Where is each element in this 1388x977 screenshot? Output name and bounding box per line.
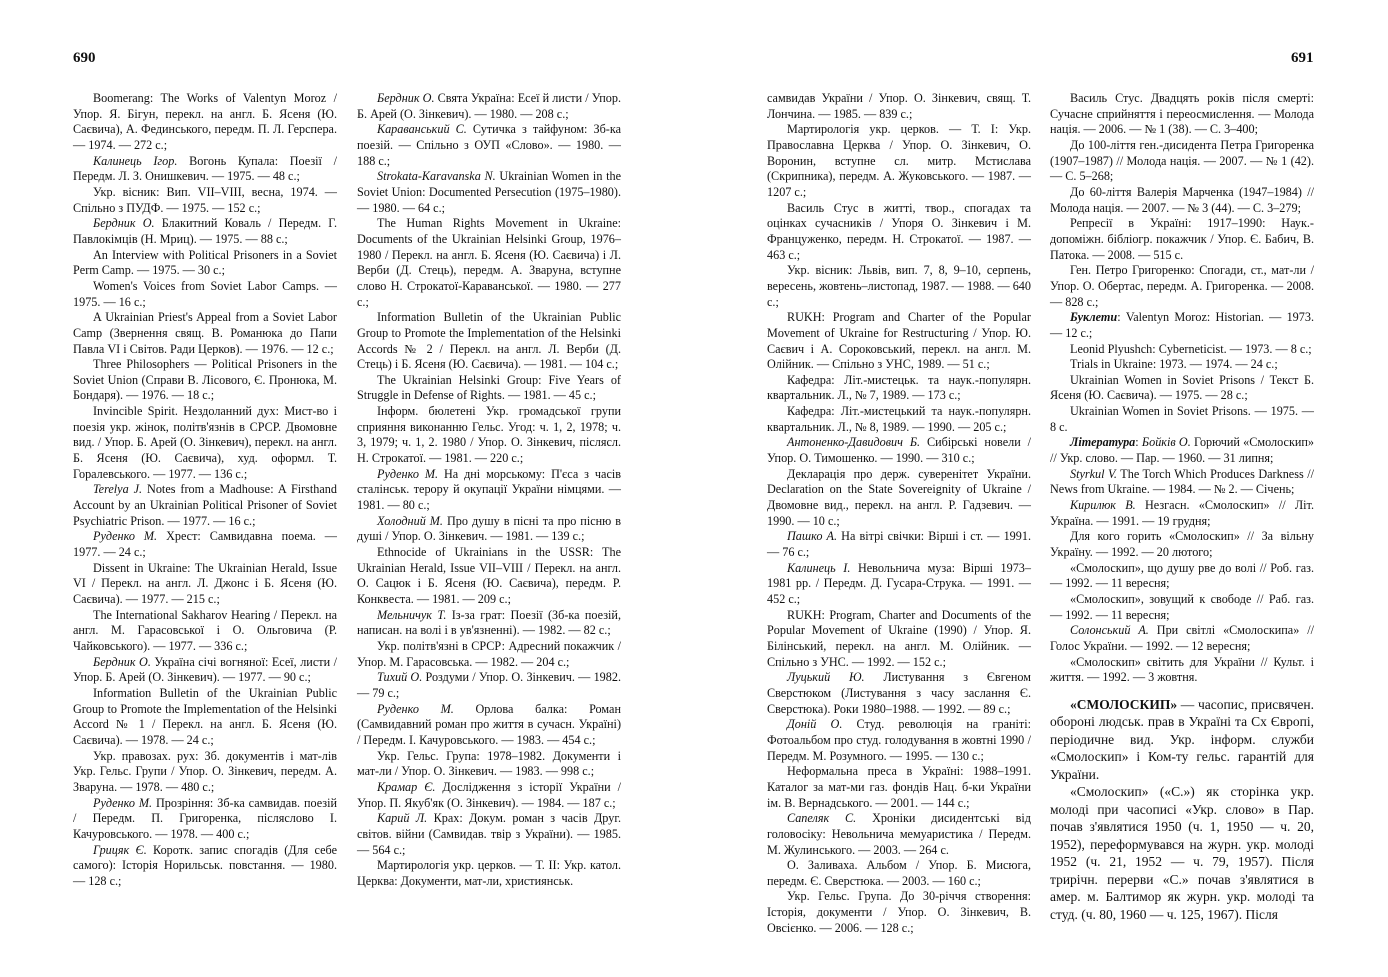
item-text: Прозріння: Зб-ка самвидав. поезій / Передм. П. Григоренка, післяслово І. Качуровського. — 1978. — 400 с.; <box>73 795 337 841</box>
item-text: Інформ. бюлетені Укр. громадської групи сприяння виконанню Гельс. Угод: ч. 1, 2, 1978; ч. 3, 1979; ч. 1, 2. 1980 / Упор. О. Зінкевич, післясл. Н. Строкатої. — 1981. — 220 с.; <box>357 404 621 466</box>
section-label: Література <box>1070 435 1136 450</box>
item-text: The Human Rights Movement in Ukraine: Documents of the Ukrainian Helsinki Group, 1976–1980 / Перекл. на англ. Б. Ясеня (Ю. Саєвича) і Л. Верби (Д. Стець), передм. А. Зваруна, вступне слово Н. Строкатої-Караванської. — 1980. — 277 с.; <box>357 216 621 309</box>
item-text: Ukrainian Women in Soviet Prisons. — 1975. — 8 с. <box>1050 404 1314 434</box>
bibliography-item <box>73 404 337 482</box>
bibliography-item <box>1050 592 1314 623</box>
author-name: Калинець Ігор. <box>93 153 178 168</box>
bibliography-item <box>1050 404 1314 435</box>
item-text: Блакитний Коваль / Передм. Г. Павлокімців (Н. Мриц). — 1975. — 88 с.; <box>73 216 337 246</box>
entry-paragraph: «Смолоскип» («С.») як сторінка укр. молоді при часописі «Укр. слово» в Пар. почав з'являтися 1950 (ч. 1, 1950 — ч. 20, 1952), переформувався на журн. укр. молоді 1952 (ч. 21, 1952 — ч. 79, 1957). Після трирічн. перерви «С.» почав з'являтися в амер. м. Балтимор як журн. укр. молоді та студ. (ч. 80, 1960 — ч. 125, 1967). Після <box>1050 784 1314 922</box>
bibliography-item <box>357 858 621 889</box>
bibliography-item <box>767 764 1031 811</box>
bibliography-item <box>1050 342 1314 358</box>
bibliography-item <box>767 670 1031 717</box>
bibliography-item <box>357 811 621 858</box>
author-name: Strokata-Karavanska N. <box>377 169 496 184</box>
item-text: самвидав України / Упор. О. Зінкевич, свящ. Т. Лончина. — 1985. — 839 с.; <box>767 91 1031 121</box>
section-label: Буклети <box>1070 310 1118 325</box>
item-text: : <box>1135 435 1142 450</box>
bibliography-item <box>73 749 337 796</box>
item-text: Незгасн. «Смолоскип» // Літ. Україна. — 1991. — 19 грудня; <box>1050 498 1314 528</box>
bibliography-item <box>1050 561 1314 592</box>
bibliography-item <box>767 717 1031 764</box>
item-text: Мартирологія укр. церков. — Т. II: Укр. катол. Церква: Документи, мат-ли, християнськ. <box>357 858 621 888</box>
bibliography-item <box>73 154 337 185</box>
author-name: Тихий О. <box>377 670 423 685</box>
item-text: Сибірські новели / Упор. О. Тимошенко. — 1990. — 310 с.; <box>767 435 1031 466</box>
item-text: Boomerang: The Works of Valentyn Moroz / Упор. Я. Бігун, перекл. на англ. Б. Ясеня (Ю. Саєвича), А. Фединського, передм. П. Л. Герспера. — 1974. — 272 с.; <box>73 91 337 152</box>
item-text: : Valentyn Moroz: Historian. — 1973. — 12 с.; <box>1050 310 1314 340</box>
item-text: Україна січі вогняної: Есеї, листи / Упор. Б. Арей (О. Зінкевич). — 1977. — 90 с.; <box>73 654 337 685</box>
item-text: Сутичка з тайфуном: Зб-ка поезій. — Спільно з ОУП «Слово». — 1980. — 188 с.; <box>357 122 621 168</box>
item-text: Василь Стус в житті, твор., спогадах та оцінках сучасників / Упоря О. Зінкевич і М. Француженко, передм. Н. Строкатої. — 1987. — 463 с.; <box>767 200 1031 262</box>
bibliography-item <box>357 467 621 514</box>
item-text: Вогонь Купала: Поезії / Передм. Л. З. Онишкевич. — 1975. — 48 с.; <box>73 153 337 184</box>
bibliography-item <box>357 702 621 749</box>
bibliography-item <box>73 843 337 890</box>
bibliography-item <box>73 482 337 529</box>
bibliography-item <box>767 310 1031 373</box>
item-text: Information Bulletin of the Ukrainian Public Group to Promote the Implementation of the Helsinki Accord № 1 / Перекл. на англ. Б. Ясеня (Ю. Саєвича). — 1978. — 24 с.; <box>73 685 337 747</box>
item-text: «Смолоскип», що душу рве до волі // Роб. газ. — 1992. — 11 вересня; <box>1050 560 1314 591</box>
author-name: Холодний М. <box>377 513 443 528</box>
item-text: Notes from a Madhouse: A Firsthand Account by an Ukrainian Political Prisoner of Soviet Psychiatric Prison. — 1977. — 16 с.; <box>73 482 337 528</box>
bibliography-item <box>73 608 337 655</box>
bibliography-item <box>1050 138 1314 185</box>
author-name: Луцький Ю. <box>787 670 865 685</box>
bibliography-item <box>357 545 621 608</box>
item-text: Орлова балка: Роман (Самвидавний роман про життя в сучасн. Україні) / Передм. І. Качуровського. — 1983. — 454 с.; <box>357 701 621 747</box>
item-text: На дні морському: П'єса з часів сталінськ. терору й окупації України німцями. — 1981. — 80 с.; <box>357 466 621 513</box>
bibliography-item <box>1050 91 1314 138</box>
bibliography-item <box>73 185 337 216</box>
item-text: Ukrainian Women in the Soviet Union: Documented Persecution (1975–1980). — 1980. — 64 с.; <box>357 169 622 215</box>
author-name: Антоненко-Давидович Б. <box>787 435 921 450</box>
item-text: Women's Voices from Soviet Labor Camps. — 1975. — 16 с.; <box>73 278 337 309</box>
bibliography-item <box>767 608 1031 671</box>
bibliography-item <box>767 529 1031 560</box>
author-name: Мельничук Т. <box>377 607 447 622</box>
bibliography-item <box>767 201 1031 264</box>
item-text: О. Заливаха. Альбом / Упор. Б. Мисюга, передм. Є. Сверстюка. — 2003. — 160 с.; <box>767 858 1031 888</box>
bibliography-item <box>357 639 621 670</box>
item-text: Укр. політв'язні в СРСР: Адресний покажчик / Упор. М. Гарасовська. — 1982. — 204 с.; <box>357 638 621 669</box>
item-text: Хроніки дисидентські від головосіку: Невольнича мемуаристика / Передм. М. Жулинського. — 2003. — 264 с. <box>767 811 1031 857</box>
item-text: При світлі «Смолоскипа» // Голос України. — 1992. — 12 вересня; <box>1050 623 1314 653</box>
bibliography-item <box>767 91 1031 122</box>
bibliography-item <box>357 514 621 545</box>
item-text: Студ. революція на граніті: Фотоальбом про студ. голодування в жовтні 1990 / Передм. М. Розумного. — 1995. — 130 с.; <box>767 717 1031 763</box>
item-text: Коротк. запис спогадів (Для себе самого): Історія Норильськ. повстання. — 1980. — 128 с.; <box>73 842 337 888</box>
item-text: Укр. Гельс. Група: 1978–1982. Документи і мат-ли / Упор. О. Зінкевич. — 1983. — 998 с.; <box>357 748 621 779</box>
author-name: Крамар Є. <box>377 779 436 794</box>
bibliography-item <box>767 467 1031 530</box>
item-text: Dissent in Ukraine: The Ukrainian Herald, Issue VI / Перекл. на англ. Л. Джонс і Б. Ясеня (Ю. Саєвича). — 1977. — 215 с.; <box>73 560 337 606</box>
author-name: Terelya J. <box>93 482 143 497</box>
bibliography-item <box>1050 467 1314 498</box>
item-text: Листування з Євгеном Сверстюком (Листування з часу заслання Є. Сверстюка). Роки 1980–1988. — 1992. — 89 с.; <box>767 670 1031 716</box>
item-text: The International Sakharov Hearing / Перекл. на англ. М. Гарасовської і О. Ольговича (Р. Чайковського). — 1977. — 336 с.; <box>73 607 337 653</box>
item-text: До 60-ліття Валерія Марченка (1947–1984) // Молода нація. — 2007. — № 3 (44). — С. 3–279; <box>1050 184 1314 215</box>
bibliography-item <box>357 404 621 467</box>
bibliography-item <box>1050 435 1314 466</box>
headword: «СМОЛОСКИП» <box>1070 696 1178 712</box>
bibliography-item <box>73 686 337 749</box>
bibliography-item <box>357 310 621 373</box>
item-text: RUKH: Program and Charter of the Popular Movement of Ukraine for Restructuring / Упор. Ю. Саєвич і А. Сороковський, перекл. на англ. М. Олійник. — Спільно з УНС, 1989. — 51 с.; <box>767 310 1031 372</box>
author-name: Грицяк Є. <box>93 842 147 857</box>
item-text: «Смолоскип» світить для України // Культ. і життя. — 1992. — 3 жовтня. <box>1050 654 1314 685</box>
bibliography-item <box>357 749 621 780</box>
author-name: Калинець І. <box>787 560 851 575</box>
item-text: Хрест: Самвидавна поема. — 1977. — 24 с.; <box>73 529 337 560</box>
item-text: На вітрі свічки: Вірші і ст. — 1991. — 76 с.; <box>767 529 1031 560</box>
column-1 <box>73 91 337 889</box>
bibliography-item <box>767 561 1031 608</box>
bibliography-item <box>357 608 621 639</box>
bibliography-item <box>1050 498 1314 529</box>
author-name: Доній О. <box>787 717 843 732</box>
item-text: Про душу в пісні та про пісню в душі / Упор. О. Зінкевич. — 1981. — 139 с.; <box>357 513 621 544</box>
item-text: Невольнича муза: Вірші 1973–1981 рр. / Передм. Д. Гусара-Струка. — 1991. — 452 с.; <box>767 560 1031 606</box>
bibliography-item <box>357 780 621 811</box>
item-text: Trials in Ukraine: 1973. — 1974. — 24 с.; <box>1070 357 1278 372</box>
item-text: RUKH: Program, Charter and Documents of the Popular Movement of Ukraine (1990) / Упор. Я. Білінський, перекл. на англ. М. Олійник. — Спільно з УНС. — 1992. — 152 с.; <box>767 607 1031 669</box>
bibliography-item <box>1050 357 1314 373</box>
bibliography-item <box>357 122 621 169</box>
item-text: A Ukrainian Priest's Appeal from a Soviet Labor Camp (Звернення свящ. В. Романюка до Папи Павла VI і Світов. Ради Церков). — 1976. — 12 с.; <box>73 310 337 356</box>
page-number-left: 690 <box>73 50 96 66</box>
bibliography-item <box>73 216 337 247</box>
item-text: Укр. правозах. рух: Зб. документів і мат-лів Укр. Гельс. Групи / Упор. О. Зінкевич, передм. А. Зваруна. — 1978. — 480 с.; <box>73 748 337 794</box>
bibliography-item <box>767 811 1031 858</box>
author-name: Караванський С. <box>377 122 467 137</box>
item-text: До 100-ліття ген.-дисидента Петра Григоренка (1907–1987) // Молода нація. — 2007. — № 1 (42). — С. 5–268; <box>1050 137 1314 184</box>
bibliography-item <box>357 670 621 701</box>
column-4 <box>1050 91 1314 923</box>
item-text: Роздуми / Упор. О. Зінкевич. — 1982. — 79 с.; <box>357 670 621 700</box>
bibliography-item <box>73 248 337 279</box>
bibliography-item <box>1050 185 1314 216</box>
bibliography-item <box>767 435 1031 466</box>
author-name: Styrkul V. <box>1070 466 1117 481</box>
item-text: Свята Україна: Есеї й листи / Упор. Б. Арей (О. Зінкевич). — 1980. — 208 с.; <box>357 91 622 121</box>
bibliography-item <box>357 216 621 310</box>
bibliography-item <box>767 122 1031 200</box>
column-2 <box>357 91 621 889</box>
item-text: The Ukrainian Helsinki Group: Five Years of Struggle in Defense of Rights. — 1981. — 45 с.; <box>357 372 621 403</box>
item-text: Неформальна преса в Україні: 1988–1991. Каталог за мат-ми газ. фондів Нац. б-ки України ім. В. Вернадського. — 2001. — 144 с.; <box>767 764 1031 810</box>
item-text: «Смолоскип», зовущий к свободе // Раб. газ. — 1992. — 11 вересня; <box>1050 592 1314 622</box>
item-text: Ukrainian Women in Soviet Prisons / Текст Б. Ясеня (Ю. Саєвича). — 1975. — 28 с.; <box>1050 372 1314 403</box>
author-name: Карий Л. <box>377 811 428 826</box>
author-name: Пашко А. <box>787 529 838 544</box>
bibliography-item <box>767 404 1031 435</box>
bibliography-item <box>1050 529 1314 560</box>
item-text: The Torch Which Produces Darkness // News from Ukraine. — 1984. — № 2. — Січень; <box>1050 466 1314 497</box>
bibliography-item <box>1050 310 1314 341</box>
item-text: Крах: Докум. роман з часів Друг. світов. війни (Самвидав. твір з України). — 1985. — 564 с.; <box>357 811 621 857</box>
bibliography-item <box>73 529 337 560</box>
author-name: Руденко М. <box>93 529 158 544</box>
bibliography-item <box>1050 263 1314 310</box>
definition: — часопис, присвячен. обороні людськ. прав в Україні та Сх Європі, періодичне вид. Укр. інформ. служби «Смолоскип» і Ком-ту гельс. гарантій для України. <box>1050 696 1314 782</box>
entry-head <box>1050 696 1314 784</box>
bibliography-item <box>767 858 1031 889</box>
author-name: Руденко М. <box>377 466 439 481</box>
author-name: Сапеляк С. <box>787 811 857 826</box>
bibliography-item <box>73 310 337 357</box>
item-text: Горючий «Смолоскип» // Укр. слово. — Пар. — 1960. — 31 липня; <box>1050 435 1315 466</box>
bibliography-item <box>767 263 1031 310</box>
item-text: Кафедра: Літ.-мистецьк. та наук.-популярн. квартальник. Л., № 7, 1989. — 173 с.; <box>767 372 1031 403</box>
bibliography-item <box>357 169 621 216</box>
bibliography-item <box>73 655 337 686</box>
item-text: Кафедра: Літ.-мистецький та наук.-популярн. квартальник. Л., № 8, 1989. — 1990. — 205 с.; <box>767 404 1031 434</box>
item-text: Укр. вісник: Львів, вип. 7, 8, 9–10, серпень, вересень, жовтень–листопад, 1987. — 1988. — 640 с.; <box>767 263 1031 309</box>
bibliography-item <box>73 357 337 404</box>
bibliography-item <box>73 279 337 310</box>
item-text: Leonid Plyushch: Cyberneticist. — 1973. — 8 с.; <box>1070 341 1312 356</box>
item-text: Для кого горить «Смолоскип» // За вільну Україну. — 1992. — 20 лютого; <box>1050 529 1314 560</box>
bibliography-item <box>767 889 1031 936</box>
item-text: Укр. Гельс. Група. До 30-річчя створення: Історія, документи / Упор. О. Зінкевич, В. Овсієнко. — 2006. — 128 с.; <box>767 889 1031 935</box>
bibliography-item <box>1050 373 1314 404</box>
item-text: Three Philosophers — Political Prisoners in the Soviet Union (Справи В. Лісового, Є. Пронюка, М. Бондаря). — 1976. — 18 с.; <box>73 357 337 403</box>
author-name: Бердник О. <box>93 654 151 669</box>
item-text: Invincible Spirit. Нездоланний дух: Мист-во і поезія укр. жінок, політв'язнів в СРСР. Двомовне вид. / Упор. Б. Арей (О. Зінкевич), перекл. на англ. Б. Ясеня (Ю. Саєвича), худ. оформл. Т. Горалевського. — 1977. — 136 с.; <box>73 404 337 481</box>
bibliography-item <box>767 373 1031 404</box>
author-name: Бердник О. <box>93 216 155 231</box>
author-name: Кирилюк В. <box>1070 498 1136 513</box>
item-text: Репресії в Україні: 1917–1990: Наук.-допоміжн. бібліогр. покажчик / Упор. Є. Бабич, В. Патока. — 2008. — 515 с. <box>1050 216 1314 262</box>
bibliography-item <box>357 373 621 404</box>
item-text: An Interview with Political Prisoners in a Soviet Perm Camp. — 1975. — 30 с.; <box>73 247 337 278</box>
author-name: Бойків О. <box>1141 435 1191 450</box>
bibliography-item <box>73 796 337 843</box>
item-text: Із-за грат: Поезії (Зб-ка поезій, написан. на волі і в ув'язненні). — 1982. — 82 с.; <box>357 607 621 638</box>
author-name: Руденко М. <box>93 795 153 810</box>
bibliography-item <box>1050 623 1314 654</box>
author-name: Солонський А. <box>1070 623 1149 638</box>
column-3 <box>767 91 1031 936</box>
author-name: Бердник О. <box>377 91 435 105</box>
bibliography-item <box>1050 655 1314 686</box>
bibliography-item <box>357 91 621 122</box>
item-text: Укр. вісник: Вип. VII–VIII, весна, 1974. — Спільно з ПУДФ. — 1975. — 152 с.; <box>73 184 337 215</box>
item-text: Ethnocide of Ukrainians in the USSR: The Ukrainian Herald, Issue VII–VIII / Перекл. на англ. О. Сацюк і Б. Ясеня (Ю. Саєвича), передм. Р. Конквеста. — 1981. — 209 с.; <box>357 545 621 606</box>
bibliography-item <box>1050 216 1314 263</box>
item-text: Ген. Петро Григоренко: Спогади, ст., мат-ли / Упор. О. Обертас, передм. А. Григоренка. — 2008. — 828 с.; <box>1050 263 1314 309</box>
item-text: Декларація про держ. суверенітет України. Declaration on the State Sovereignity of Ukraine / Двомовне вид., перекл. на англ. Р. Гадзевич. — 1990. — 10 с.; <box>767 466 1031 528</box>
author-name: Руденко М. <box>377 701 454 716</box>
bibliography-item <box>73 561 337 608</box>
item-text: Дослідження з історії України / Упор. П. Якуб'як (О. Зінкевич). — 1984. — 187 с.; <box>357 779 621 810</box>
item-text: Information Bulletin of the Ukrainian Public Group to Promote the Implementation of the Helsinki Accords № 2 / Перекл. на англ. Л. Верби (Д. Стець) і Б. Ясеня (Ю. Саєвича). — 1981. — 104 с.; <box>357 310 621 372</box>
bibliography-item <box>73 91 337 154</box>
item-text: Мартирологія укр. церков. — Т. I: Укр. Православна Церква / Упор. О. Зінкевич, О. Воронин, вступне сл. митр. Мстислава (Скрипника), передм. А. Жуковського. — 1987. — 1207 с.; <box>767 122 1031 199</box>
item-text: Василь Стус. Двадцять років після смерті: Сучасне сприйняття і переосмислення. — Молода нація. — 2006. — № 1 (38). — С. 3–400; <box>1050 91 1314 137</box>
page-number-right: 691 <box>1291 50 1314 66</box>
